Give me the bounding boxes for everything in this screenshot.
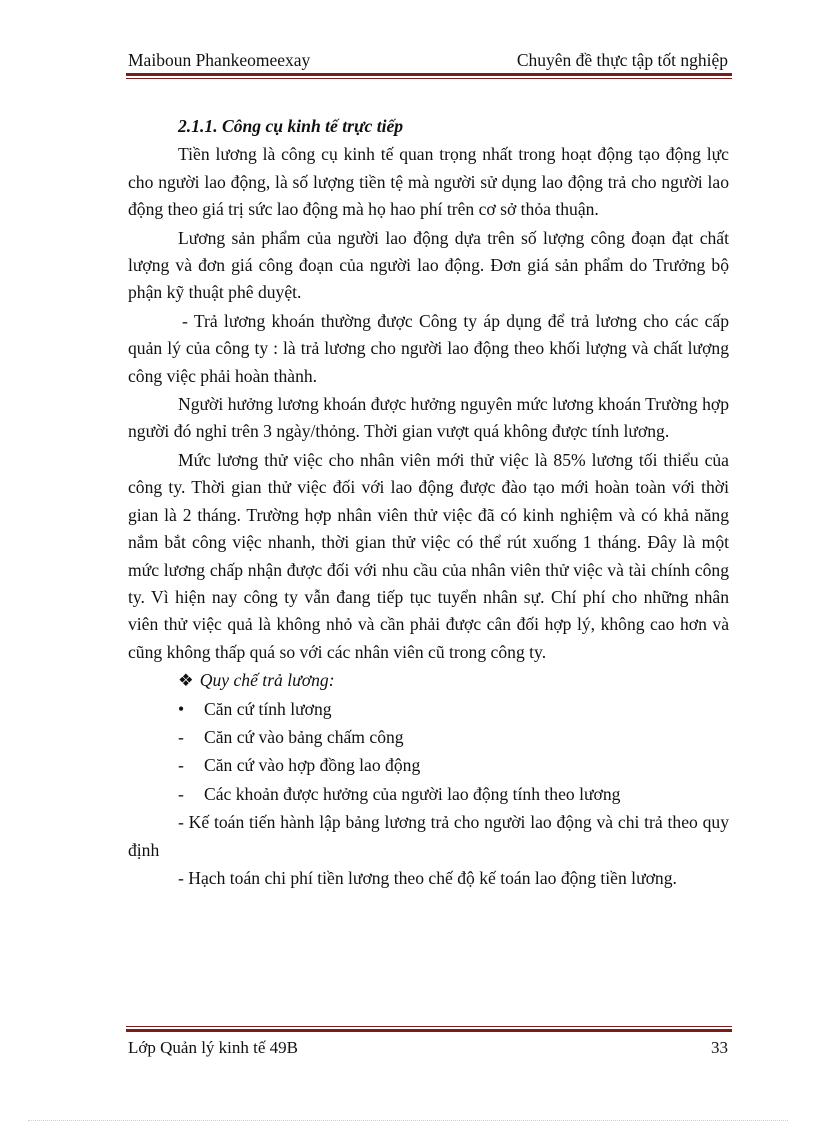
- footer-rule-thin: [126, 1026, 732, 1027]
- dash-marker: -: [178, 726, 184, 747]
- list-item: [128, 781, 729, 808]
- list-item: [128, 752, 729, 779]
- page-edge-dots: [28, 1120, 788, 1121]
- list-item-text: Các khoản được hưởng của người lao động tính theo lương: [204, 783, 621, 804]
- rules-heading-text: Quy chế trả lương:: [199, 670, 335, 691]
- footer-rule-thick: [126, 1029, 732, 1032]
- dash-marker: -: [178, 783, 184, 804]
- paragraph: Mức lương thử việc cho nhân viên mới thử việc là 85% lương tối thiểu của công ty. Thời gian thử việc đối với lao động được đào tạo mới hoàn toàn với thời gian là 2 tháng. Trường hợp nhân viên thử việc đã có kinh nghiệm và có khả năng nắm bắt công việc nhanh, thời gian thử việc có thể rút xuống 1 tháng. Đây là một mức lương chấp nhận được đối với nhu cầu của nhân viên thử việc và tài chính công ty. Vì hiện nay công ty vẫn đang tiếp tục tuyển nhân sự. Chí phí cho những nhân viên thử việc quả là không nhỏ và cần phải được cân đối hợp lý, không cao hơn và cũng không thấp quá so với các nhân viên cũ trong công ty.: [128, 449, 729, 662]
- paragraph: - Trả lương khoán thường được Công ty áp dụng để trả lương cho các cấp quản lý của công ty : là trả lương cho người lao động theo khối lượng và chất lượng công việc phải hoàn thành.: [128, 310, 729, 386]
- paragraph: Lương sản phẩm của người lao động dựa trên số lượng công đoạn đạt chất lượng và đơn giá công đoạn của người lao động. Đơn giá sản phẩm do Trưởng bộ phận kỹ thuật phê duyệt.: [128, 227, 729, 303]
- paragraph: - Hạch toán chi phí tiền lương theo chế độ kế toán lao động tiền lương.: [178, 867, 677, 888]
- list-item: [128, 724, 729, 751]
- footer-class-name: Lớp Quản lý kinh tế 49B: [128, 1038, 298, 1057]
- list-item-text: Căn cứ vào bảng chấm công: [204, 726, 404, 747]
- page-body: [128, 113, 729, 893]
- rules-heading: [128, 667, 729, 694]
- dash-marker: -: [178, 755, 184, 776]
- header-title: Chuyên đề thực tập tốt nghiệp: [516, 50, 728, 70]
- section-heading: 2.1.1. Công cụ kinh tế trực tiếp: [178, 116, 404, 136]
- list-item: [128, 696, 729, 723]
- page-number: 33: [711, 1038, 728, 1057]
- header-rule-thin: [126, 78, 732, 79]
- paragraph: Tiền lương là công cụ kinh tế quan trọng nhất trong hoạt động tạo động lực cho người lao động, là số lượng tiền tệ mà người sử dụng lao động trả cho người lao động theo giá trị sức lao động mà họ hao phí trên cơ sở thỏa thuận.: [128, 144, 729, 220]
- list-item-text: Căn cứ vào hợp đồng lao động: [204, 755, 421, 776]
- paragraph: - Kế toán tiến hành lập bảng lương trả cho người lao động và chi trả theo quy định: [128, 812, 729, 860]
- bullet-icon: •: [178, 698, 185, 719]
- header-rule-thick: [126, 73, 732, 76]
- diamond-bullet-icon: ❖: [178, 670, 194, 691]
- paragraph: Người hưởng lương khoán được hưởng nguyên mức lương khoán Trường hợp người đó nghỉ trên 3 ngày/thỏng. Thời gian vượt quá không được tính lương.: [128, 394, 729, 442]
- list-item-text: Căn cứ tính lương: [204, 698, 332, 719]
- header-author: Maiboun Phankeomeexay: [128, 50, 311, 70]
